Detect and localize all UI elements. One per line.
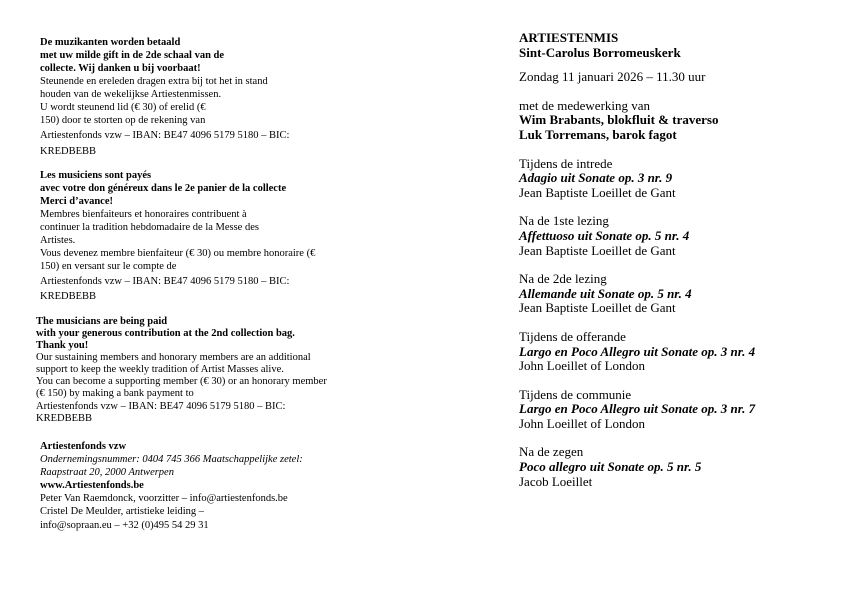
program-item [519,388,839,432]
program-moment: Na de 2de lezing [519,271,607,287]
program-piece: Largo en Poco Allegro uit Sonate op. 3 nr. 7 [519,401,756,417]
program-composer: John Loeillet of London [519,415,646,431]
french-body-line: Membres bienfaiteurs et honoraires contribuent à [40,209,247,220]
program-piece: Affettuoso uit Sonate op. 5 nr. 4 [519,227,690,243]
program-column [519,31,839,489]
program-header [519,31,839,60]
program-item [519,157,839,201]
dutch-bank-line: Artiestenfonds vzw – IBAN: BE47 4096 5179 5180 – BIC: [40,130,290,141]
program-title: ARTIESTENMIS [519,30,619,45]
program-item [519,272,839,316]
program-date-block [519,70,839,85]
website-link[interactable]: www.Artiestenfonds.be [40,480,144,491]
program-composer: Jacob Loeillet [519,473,593,489]
english-bank-line: Artiestenfonds vzw – IBAN: BE47 4096 5179 5180 – BIC: [36,401,286,412]
artistic-lead: Cristel De Meulder, artistieke leiding – [40,506,205,517]
french-body-line: Artistes. [40,235,76,246]
program-piece: Poco allegro uit Sonate op. 5 nr. 5 [519,459,702,475]
english-bic-line: KREDBEBB [36,413,93,424]
company-number: Ondernemingsnummer: 0404 745 366 Maatschappelijke zetel: [40,454,303,465]
french-bank-line: Artiestenfonds vzw – IBAN: BE47 4096 5179 5180 – BIC: [40,276,290,287]
contact-line: info@sopraan.eu – +32 (0)495 54 29 31 [40,520,209,531]
program-composer: Jean Baptiste Loeillet de Gant [519,300,676,316]
program-moment: Tijdens de intrede [519,155,613,171]
program-composer: John Loeillet of London [519,358,646,374]
cooperation-label: met de medewerking van [519,97,651,113]
program-composer: Jean Baptiste Loeillet de Gant [519,184,676,200]
french-heading-line: avec votre don généreux dans le 2e panier de la collecte [40,183,287,194]
org-name: Artiestenfonds vzw [40,441,127,452]
french-body-line: Vous devenez membre bienfaiteur (€ 30) ou membre honoraire (€ [40,248,316,259]
french-heading-line: Les musiciens sont payés [40,170,152,181]
program-item [519,330,839,374]
dutch-body-line: houden van de wekelijkse Artiestenmissen. [40,89,222,100]
dutch-heading-line: met uw milde gift in de 2de schaal van de [40,50,225,61]
dutch-heading-line: collecte. Wij danken u bij voorbaat! [40,63,201,74]
english-heading-line: The musicians are being paid [36,316,168,327]
program-piece: Adagio uit Sonate op. 3 nr. 9 [519,170,673,186]
church-name: Sint-Carolus Borromeuskerk [519,44,681,60]
chair-contact: Peter Van Raemdonck, voorzitter – info@artiestenfonds.be [40,493,288,504]
french-bic-line: KREDBEBB [40,291,97,302]
english-heading-line: with your generous contribution at the 2nd collection bag. [36,328,295,339]
program-moment: Tijdens de communie [519,386,632,402]
english-body-line: support to keep the weekly tradition of Artist Masses alive. [36,364,284,375]
program-date: Zondag 11 januari 2026 – 11.30 uur [519,69,706,85]
program-item [519,445,839,489]
program-item [519,214,839,258]
program-composer: Jean Baptiste Loeillet de Gant [519,242,676,258]
dutch-body-line: Steunende en ereleden dragen extra bij tot het in stand [40,76,268,87]
performers-block [519,99,839,143]
dutch-body-line: 150) door te storten op de rekening van [40,115,206,126]
english-body-line: Our sustaining members and honorary members are an additional [36,352,311,363]
english-body-line: You can become a supporting member (€ 30) or an honorary member [36,376,327,387]
program-moment: Na de 1ste lezing [519,213,609,229]
program-piece: Largo en Poco Allegro uit Sonate op. 3 nr. 4 [519,343,756,359]
dutch-bic-line: KREDBEBB [40,146,97,157]
english-heading-line: Thank you! [36,340,89,351]
english-body-line: (€ 150) by making a bank payment to [36,388,194,399]
dutch-heading-line: De muzikanten worden betaald [40,37,181,48]
performer: Luk Torremans, barok fagot [519,126,677,142]
program-piece: Allemande uit Sonate op. 5 nr. 4 [519,285,692,301]
french-heading-line: Merci d’avance! [40,196,113,207]
dutch-body-line: U wordt steunend lid (€ 30) of erelid (€ [40,102,206,113]
french-body-line: 150) en versant sur le compte de [40,261,177,272]
program-moment: Tijdens de offerande [519,328,626,344]
performer: Wim Brabants, blokfluit & traverso [519,112,719,128]
french-body-line: continuer la tradition hebdomadaire de la Messe des [40,222,259,233]
program-moment: Na de zegen [519,444,584,460]
registered-address: Raapstraat 20, 2000 Antwerpen [40,467,174,478]
